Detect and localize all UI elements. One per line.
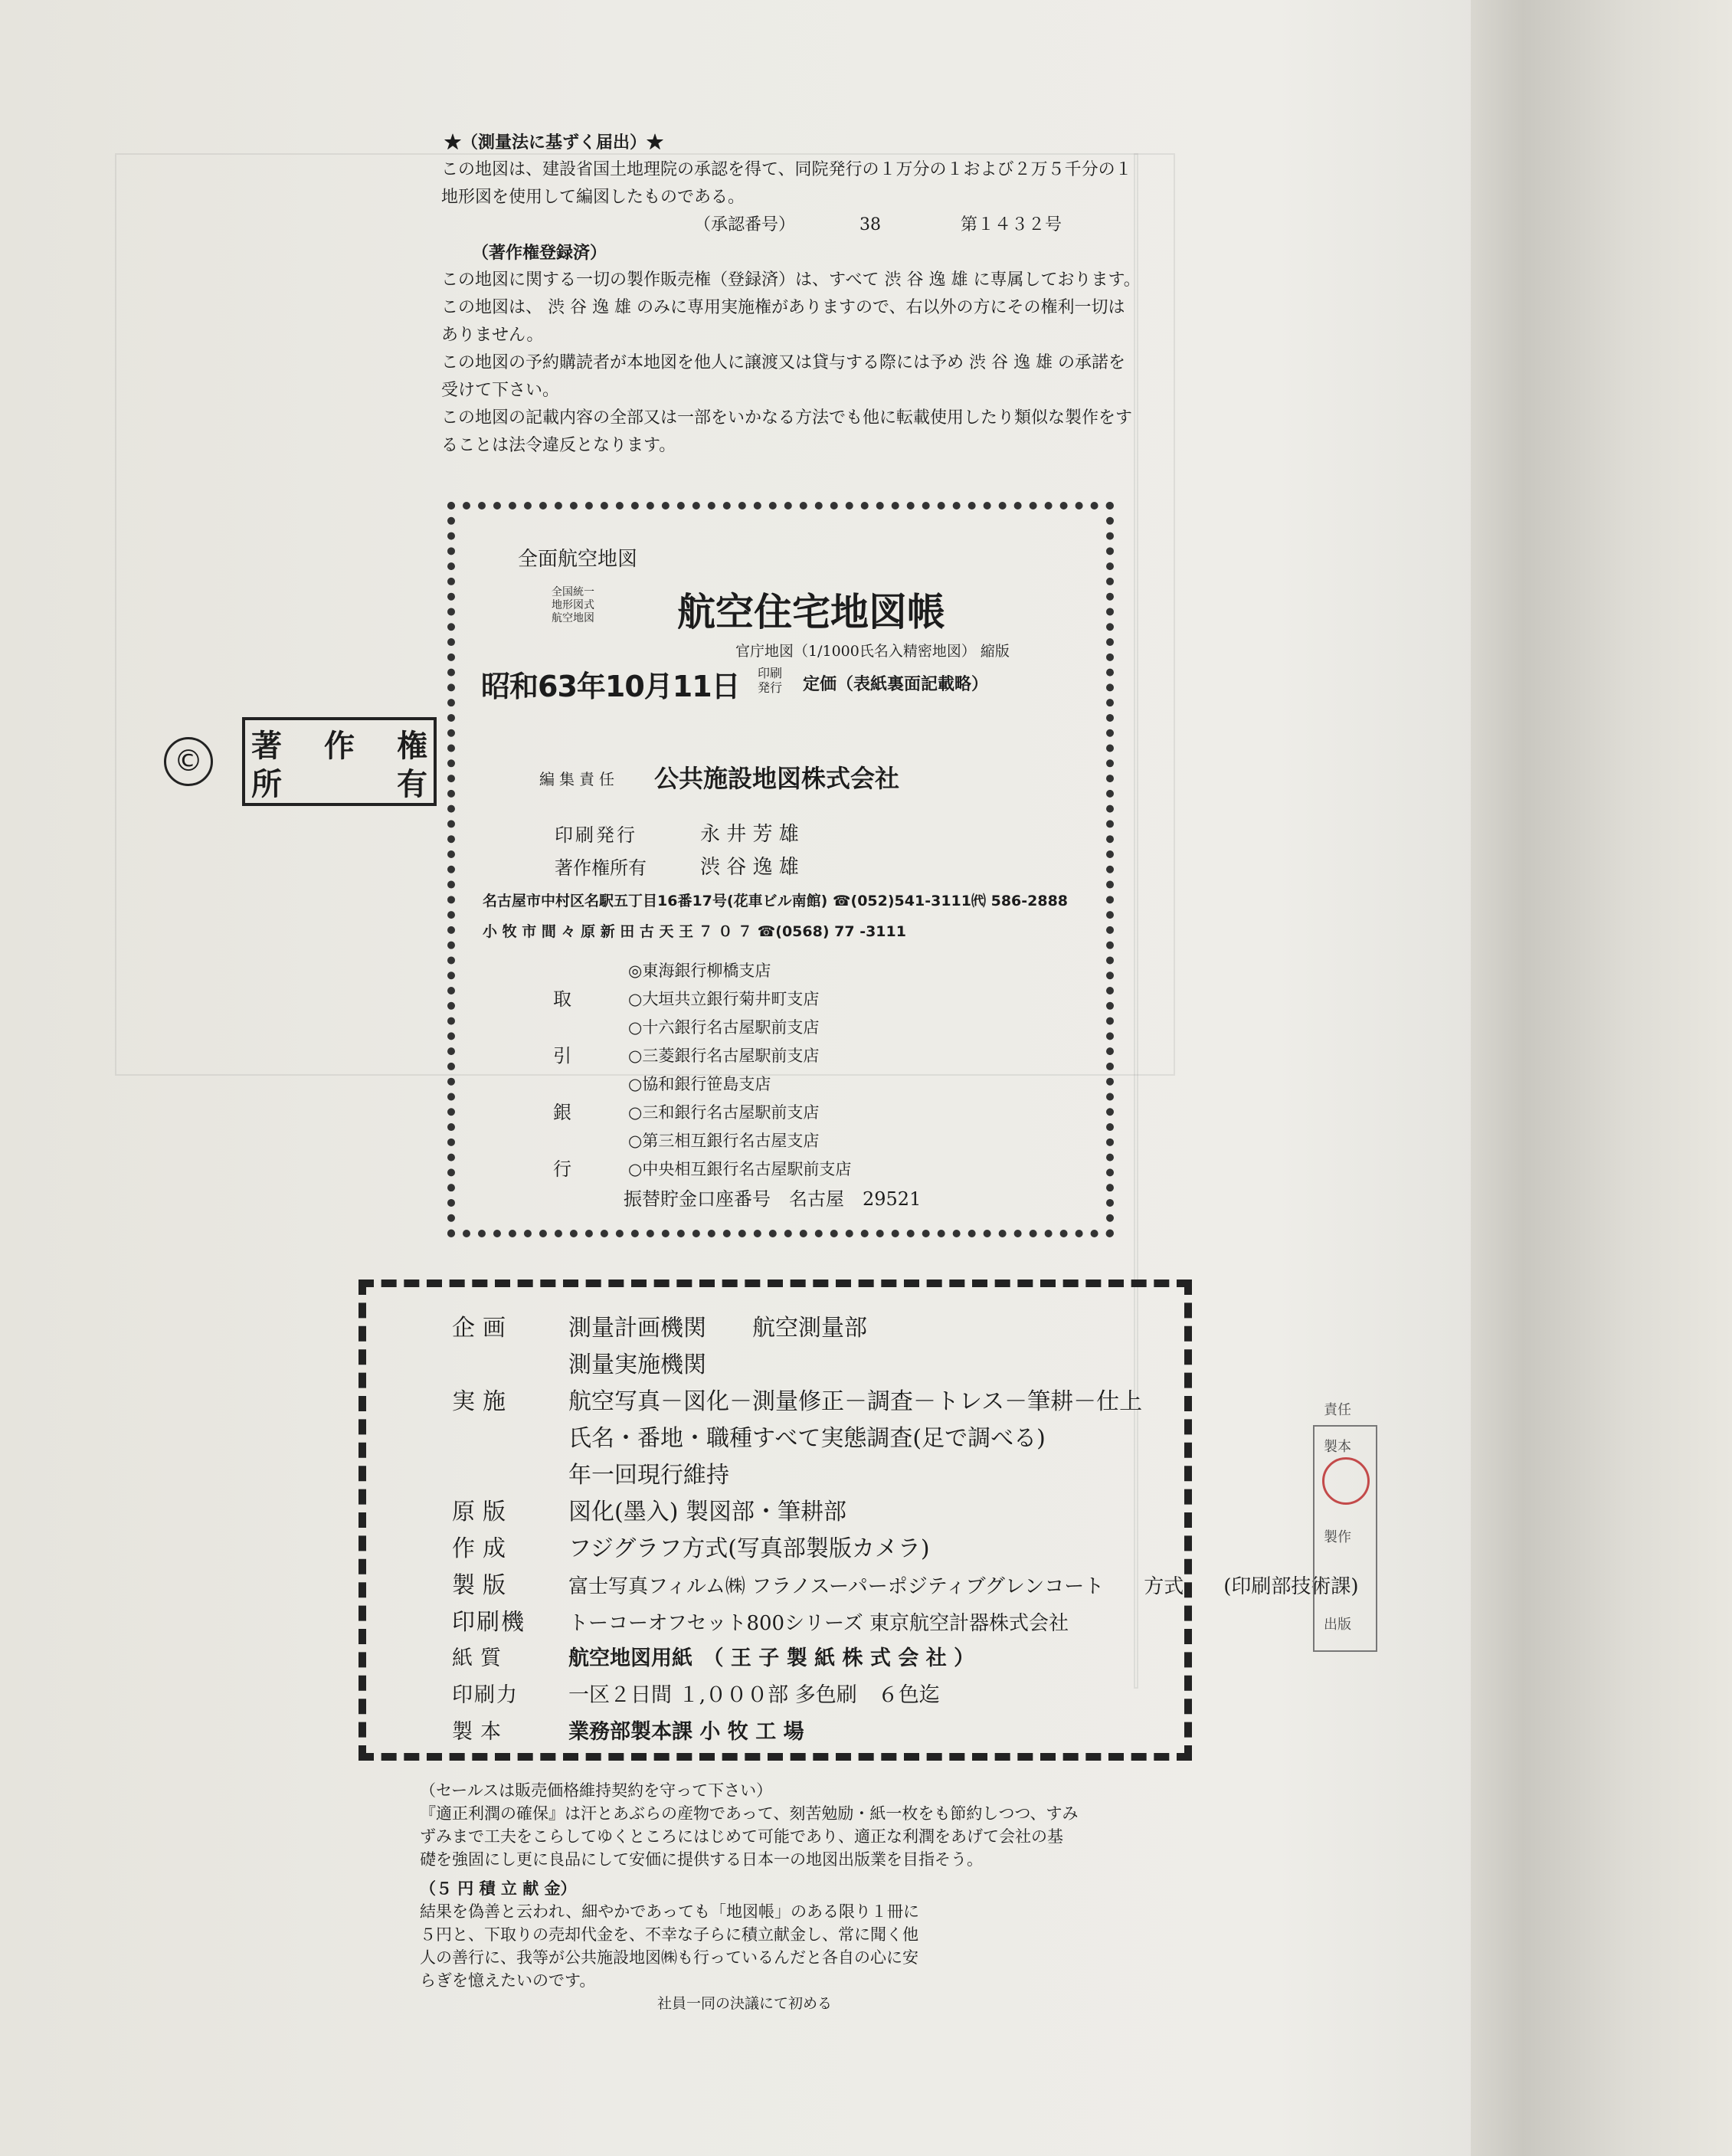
copyright-heading: （著作権登録済） xyxy=(472,243,607,263)
printer-label: 印刷発行 xyxy=(555,824,637,846)
book-spine xyxy=(1471,0,1732,2156)
closing-note: 社員一同の決議にて初める xyxy=(657,1995,833,2012)
approval-tab-box xyxy=(1313,1425,1377,1652)
production-label: 製版 xyxy=(452,1572,513,1599)
approval-tab-label: 責任 xyxy=(1324,1402,1351,1418)
address-nagoya: 名古屋市中村区名駅五丁目16番17号(花車ビル南館) ☎(052)541-3111㈹ 586-2888 xyxy=(483,893,1069,909)
owner-label: 著作権所有 xyxy=(555,857,647,879)
production-row xyxy=(452,1603,1069,1637)
production-value: 測量計画機関 航空測量部 xyxy=(568,1315,867,1342)
bank-list xyxy=(628,957,851,1184)
copyright-stamp xyxy=(242,717,437,806)
copyright-line: ることは法令違反となります。 xyxy=(441,436,676,455)
survey-heading: ★（測量法に基ずく届出）★ xyxy=(444,133,664,152)
stamp-char: 有 xyxy=(397,767,427,802)
survey-line: 地形図を使用して編図したものである。 xyxy=(441,188,745,207)
bank-label xyxy=(553,971,571,1198)
fund-heading: （５ 円 積 立 献 金） xyxy=(420,1879,577,1898)
bank-item: ○三和銀行名古屋駅前支店 xyxy=(628,1103,820,1122)
production-row xyxy=(452,1566,1359,1600)
sales-note: （セールスは販売価格維持契約を守って下さい） xyxy=(420,1781,773,1800)
copyright-line: ありません。 xyxy=(441,326,544,345)
address-komaki: 小 牧 市 間 々 原 新 田 古 天 王 ７ ０ ７ ☎(0568) 77 -3111 xyxy=(483,923,906,940)
bank-label-char: 銀 xyxy=(553,1102,571,1123)
footer-notes xyxy=(420,1779,1178,2015)
production-row xyxy=(452,1641,974,1671)
book-title: 航空住宅地図帳 xyxy=(677,590,945,634)
stamp-char: 権 xyxy=(397,729,427,764)
approval-code: 第１４３２号 xyxy=(961,215,1062,234)
bank-item: ○中央相互銀行名古屋駅前支店 xyxy=(628,1160,852,1178)
subtitle-line: 全国統一 xyxy=(552,586,594,598)
production-value: 航空写真－図化－測量修正－調査－トレス－筆耕－仕上 xyxy=(568,1388,1143,1415)
approval-tab-item: 出版 xyxy=(1324,1617,1351,1633)
bank-item: ○大垣共立銀行菊井町支店 xyxy=(628,990,820,1008)
copyright-line: この地図は、 渋 谷 逸 雄 のみに専用実施権がありますので、右以外の方にその権利一切は xyxy=(441,298,1125,317)
production-row xyxy=(452,1715,804,1745)
production-row xyxy=(452,1492,846,1526)
bank-label-char: 取 xyxy=(553,988,571,1010)
approval-year: 38 xyxy=(859,215,882,234)
production-value: 富士写真フィルム㈱ フラノスーパーポジティブグレンコート 方式 (印刷部技術課) xyxy=(568,1575,1359,1598)
copyright-line: この地図に関する一切の製作販売権（登録済）は、すべて 渋 谷 逸 雄 に専属しております。 xyxy=(441,270,1141,290)
copyright-line: この地図の記載内容の全部又は一部をいかなる方法でも他に転載使用したり類似な製作をす xyxy=(441,408,1133,428)
bank-item: ○第三相互銀行名古屋支店 xyxy=(628,1132,820,1150)
fund-line: 結果を偽善と云われ、細やかであっても「地図帳」のある限り１冊に xyxy=(420,1902,920,1921)
production-label: 作成 xyxy=(452,1535,513,1562)
production-value: 氏名・番地・職種すべて実態調査(足で調べる) xyxy=(568,1425,1046,1452)
profit-line: 『適正利潤の確保』は汗とあぶらの産物であって、刻苦勉励・紙一枚をも節約しつつ、すみ xyxy=(420,1804,1079,1823)
copyright-line: 受けて下さい。 xyxy=(441,381,560,400)
production-label: 印刷機 xyxy=(452,1609,525,1636)
profit-line: ずみまで工夫をこらしてゆくところにはじめて可能であり、適正な利潤をあげて会社の基 xyxy=(420,1827,1063,1846)
price-note: 定価（表紙裏面記載略） xyxy=(803,674,989,694)
production-value: 一区２日間 １,０００部 多色刷 ６色迄 xyxy=(568,1683,940,1707)
production-value: フジグラフ方式(写真部製版カメラ) xyxy=(568,1535,930,1562)
stamp-char: 作 xyxy=(324,729,355,764)
editor-label: 編集責任 xyxy=(539,770,619,788)
production-row xyxy=(452,1456,729,1489)
production-value: 測量実施機関 xyxy=(568,1352,706,1378)
production-value: 図化(墨入) 製図部・筆耕部 xyxy=(568,1499,846,1525)
copyright-symbol: © xyxy=(164,737,213,786)
bank-item: ◎東海銀行柳橋支店 xyxy=(628,962,771,980)
approval-tab-item: 製本 xyxy=(1324,1439,1351,1455)
approval-tab-item: 製作 xyxy=(1324,1529,1351,1545)
issue-date: 昭和63年10月11日 xyxy=(481,670,740,703)
production-value: 年一回現行維持 xyxy=(568,1462,729,1489)
fund-line: ５円と、下取りの売却代金を、不幸な子らに積立献金し、常に聞く他 xyxy=(420,1925,918,1944)
bank-item: ○十六銀行名古屋駅前支店 xyxy=(628,1018,820,1037)
printer-name: 永 井 芳 雄 xyxy=(700,823,799,846)
production-row xyxy=(452,1345,706,1379)
production-value: 業務部製本課 小 牧 工 場 xyxy=(568,1720,804,1744)
production-row xyxy=(452,1309,867,1342)
fund-line: 人の善行に、我等が公共施設地図㈱も行っているんだと各自の心に安 xyxy=(420,1948,918,1967)
production-row xyxy=(452,1382,1142,1416)
bank-item: ○三菱銀行名古屋駅前支店 xyxy=(628,1047,820,1065)
colophon-box xyxy=(447,502,1114,1237)
date-suffix: 発行 xyxy=(758,680,783,695)
survey-line: この地図は、建設省国土地理院の承認を得て、同院発行の１万分の１および２万５千分の１ xyxy=(441,160,1132,179)
production-label: 企画 xyxy=(452,1315,513,1342)
approval-label: （承認番号） xyxy=(694,215,796,234)
profit-line: 礎を強固にし更に良品にして安価に提供する日本一の地図出版業を目指そう。 xyxy=(420,1850,983,1869)
production-label: 製本 xyxy=(452,1720,509,1744)
stamp-char: 所 xyxy=(251,767,282,802)
production-value: 航空地図用紙 （ 王 子 製 紙 株 式 会 社 ） xyxy=(568,1646,975,1670)
series-name: 全面航空地図 xyxy=(518,548,638,571)
production-value: トーコーオフセット800シリーズ 東京航空計器株式会社 xyxy=(568,1612,1069,1635)
approval-tab xyxy=(1313,1399,1377,1652)
production-label: 原版 xyxy=(452,1499,513,1525)
bank-item: ○協和銀行笹島支店 xyxy=(628,1075,771,1093)
owner-name: 渋 谷 逸 雄 xyxy=(700,856,799,879)
subtitle-line: 地形図式 xyxy=(552,599,594,611)
date-suffix: 印刷 xyxy=(758,666,783,680)
stamp-char: 著 xyxy=(251,729,282,764)
edition-note: 官庁地図（1/1000氏名入精密地図） 縮版 xyxy=(735,643,1010,660)
production-label: 実施 xyxy=(452,1388,513,1415)
series-subtitle xyxy=(552,586,594,625)
bank-label-char: 行 xyxy=(553,1158,571,1180)
fund-line: らぎを憶えたいのです。 xyxy=(420,1971,596,1990)
issue-date-suffix xyxy=(758,666,782,695)
production-row xyxy=(452,1419,1046,1453)
approval-number xyxy=(441,211,1177,239)
bank-label-char: 引 xyxy=(553,1045,571,1067)
production-label: 印刷力 xyxy=(452,1683,519,1707)
postal-account: 振替貯金口座番号 名古屋 29521 xyxy=(624,1188,922,1210)
production-row xyxy=(452,1529,930,1563)
subtitle-line: 航空地図 xyxy=(552,612,594,624)
approval-seal-icon xyxy=(1322,1457,1370,1505)
production-label: 紙質 xyxy=(452,1646,509,1670)
legal-notice xyxy=(441,129,1177,460)
editor-name: 公共施設地図株式会社 xyxy=(654,764,900,793)
copyright-line: この地図の予約購読者が本地図を他人に譲渡又は貸与する際には予め 渋 谷 逸 雄 の承諾を xyxy=(441,353,1125,372)
production-row xyxy=(452,1678,940,1708)
